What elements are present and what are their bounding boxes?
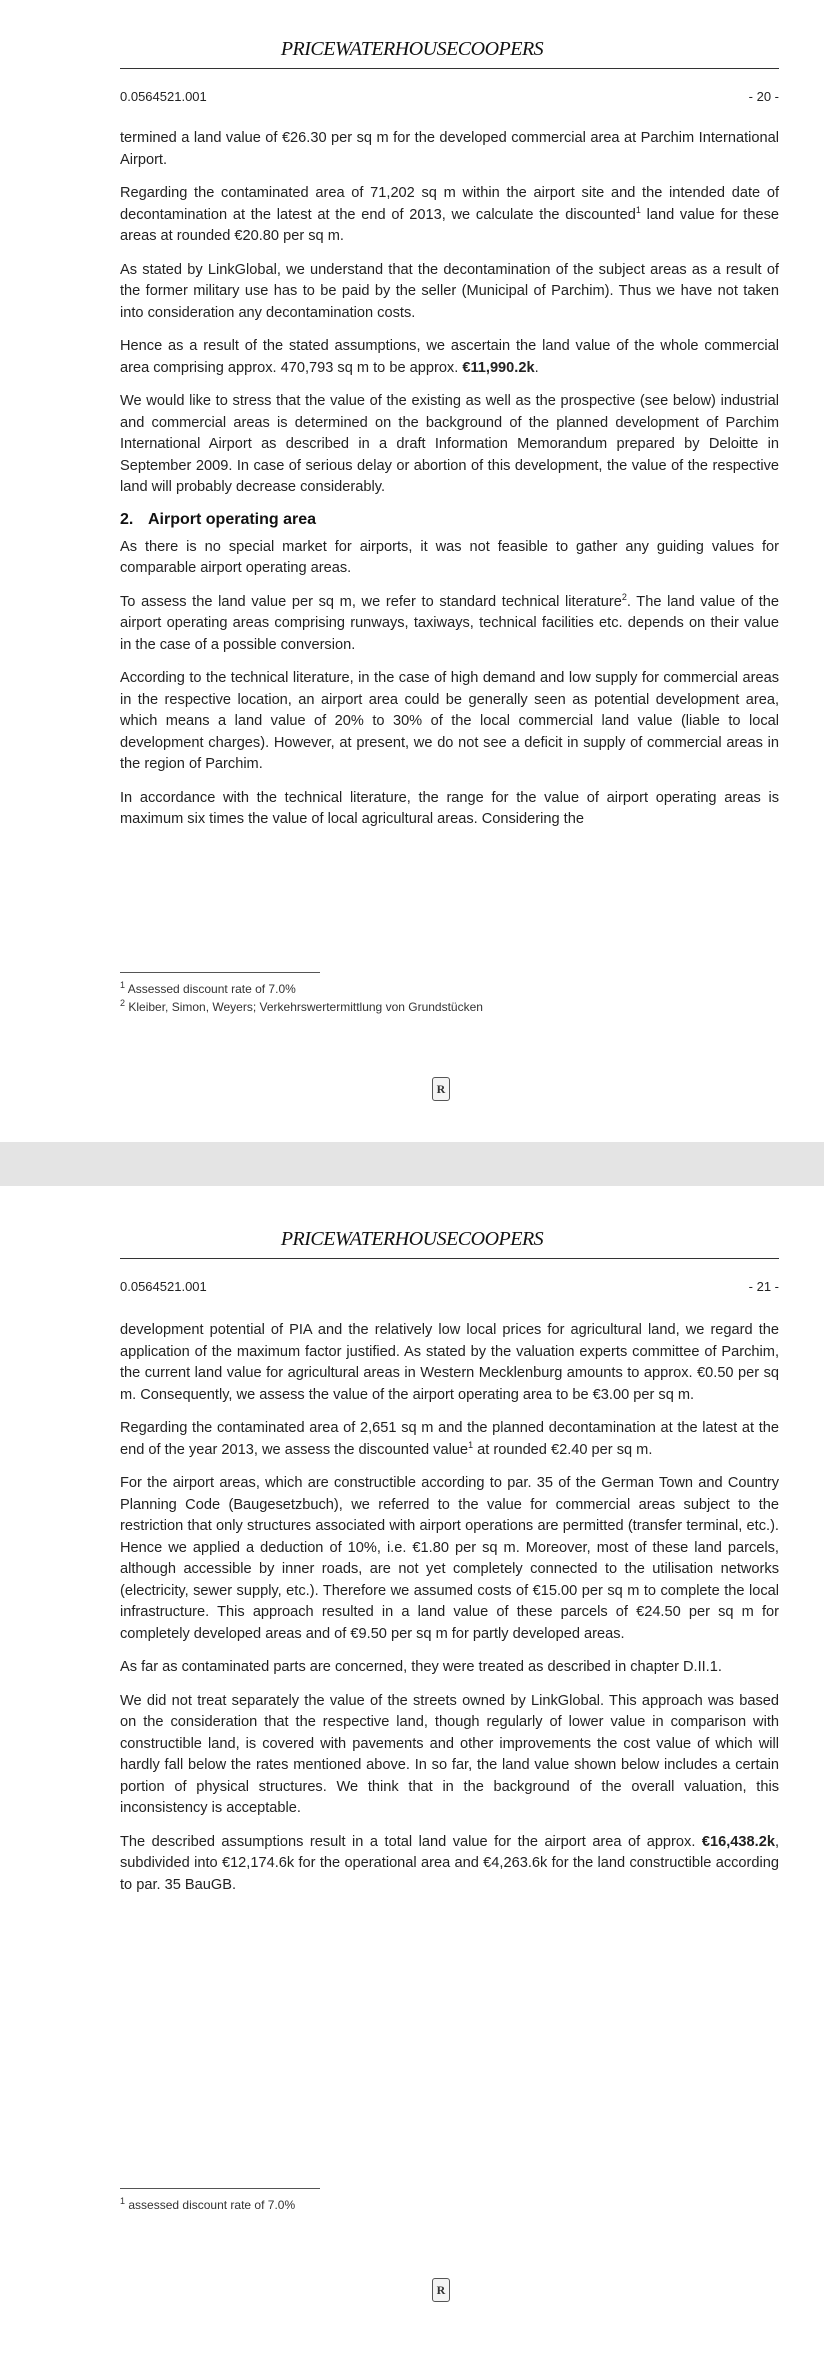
company-logo: PRICEWATERHOUSECOOPERS [280, 38, 544, 60]
footnote-1: $^1$ assessed discount rate of 7.0% [120, 2196, 296, 2212]
paragraph: For the airport areas, which are constructible according to par. 35 of the German Town and Country Planning Code (Baugesetzbuch), we referred to the value for commercial areas subject to the restriction that only structures associated with airport operations are permitted (transfer terminal, etc.). Hence we applied a deduction of 10%, i.e. €1.80 per sq m. Moreover, most of these land parcels, although accessible by inner roads, are not yet completely connected to the utilisation networks (electricity, sewer supply, etc.). Therefore we assumed costs of €15.00 per sq m to complete the local infrastructure. This approach resulted in a land value of these parcels of €24.50 per sq m for completely developed areas and of €9.50 per sq m for partly developed areas. [120, 1475, 779, 1642]
section-heading: 2. Airport operating area [120, 510, 317, 528]
document-page-21 [0, 1186, 824, 2364]
paragraph: Hence as a result of the stated assumptions, we ascertain the land value of the whole commercial area comprising approx. 470,793 sq m to be approx. €11,990.2k. [120, 338, 779, 376]
page-gap [0, 1142, 824, 1186]
footnote-2: $^2$ Kleiber, Simon, Weyers; Verkehrswertermittlung von Grundstücken [120, 998, 483, 1014]
seal-icon: R [432, 1077, 450, 1101]
paragraph: We did not treat separately the value of the streets owned by LinkGlobal. This approach was based on the consideration that the respective land, though regularly of lower value in comparison with constructible land, is covered with pavements and other improvements the cost value of which will hardly fall below the rates mentioned above. In so far, the land value shown below includes a certain portion of physical structures. We think that in the background of the overall valuation, this inconsistency is acceptable. [120, 1692, 779, 1816]
paragraph: development potential of PIA and the relatively low local prices for agricultural land, we regard the application of the maximum factor justified. As stated by the valuation experts committee of Parchim, the current land value for agricultural areas in Western Mecklenburg amounts to approx. €0.50 per sq m. Consequently, we assess the value of the airport operating area to be €3.00 per sq m. [120, 1322, 779, 1403]
footnote-marker: 2 [621, 591, 627, 602]
paragraph: As there is no special market for airports, it was not feasible to gather any guiding values for comparable airport operating areas. [120, 538, 779, 576]
paragraph: As stated by LinkGlobal, we understand that the decontamination of the subject areas as a result of the former military use has to be paid by the seller (Municipal of Parchim). Thus we have not taken into consideration any decontamination costs. [120, 261, 779, 321]
document-page-20 [0, 0, 824, 1142]
document-reference: 0.0564521.001 [120, 89, 207, 104]
page-number: - 20 - [748, 89, 779, 104]
header-rule [120, 1258, 779, 1259]
paragraph: We would like to stress that the value of the existing as well as the prospective (see below) industrial and commercial areas is determined on the background of the planned development of Parchim International Airport as described in a draft Information Memorandum prepared by Deloitte in September 2009. In case of serious delay or abortion of this development, the value of the respective land will probably decrease considerably. [120, 393, 779, 495]
paragraph: Regarding the contaminated area of 71,202 sq m within the airport site and the intended date of decontamination at the latest at the end of 2013, we calculate the discounted$^1$ land value for these areas at rounded €20.80 per sq m. [120, 185, 779, 244]
seal-icon: R [432, 2278, 450, 2302]
document-reference: 0.0564521.001 [120, 1279, 207, 1294]
footnote-marker: 1 [468, 1439, 474, 1450]
footnote-marker: 1 [635, 204, 641, 215]
footnote-rule [120, 2188, 320, 2189]
paragraph: Regarding the contaminated area of 2,651 sq m and the planned decontamination at the latest at the end of the year 2013, we assess the discounted value$^1$ at rounded €2.40 per sq m. [120, 1420, 779, 1458]
page-body [120, 1320, 779, 1908]
page-number: - 21 - [748, 1279, 779, 1294]
paragraph: To assess the land value per sq m, we refer to standard technical literature$^2$. The land value of the airport operating areas comprising runways, taxiways, technical facilities etc. depends on their value in the case of a possible conversion. [120, 591, 779, 653]
paragraph: According to the technical literature, in the case of high demand and low supply for commercial areas in the respective location, an airport area could be generally seen as potential development area, which means a land value of 20% to 30% of the local commercial land value (liable to local development charges). However, at present, we do not see a deficit in supply of commercial areas in the region of Parchim. [120, 670, 779, 772]
paragraph: termined a land value of €26.30 per sq m for the developed commercial area at Parchim International Airport. [120, 130, 779, 168]
page-body [120, 128, 779, 843]
paragraph: As far as contaminated parts are concerned, they were treated as described in chapter D.II.1. [120, 1659, 722, 1675]
header-rule [120, 68, 779, 69]
paragraph: The described assumptions result in a total land value for the airport area of approx. €16,438.2k, subdivided into €12,174.6k for the operational area and €4,263.6k for the land constructible according to par. 35 BauGB. [120, 1833, 779, 1893]
company-logo: PRICEWATERHOUSECOOPERS [280, 1228, 544, 1250]
paragraph: In accordance with the technical literature, the range for the value of airport operating areas is maximum six times the value of local agricultural areas. Considering the [120, 789, 779, 827]
footnote-rule [120, 972, 320, 973]
footnote-1: $^1$ Assessed discount rate of 7.0% [120, 980, 296, 996]
